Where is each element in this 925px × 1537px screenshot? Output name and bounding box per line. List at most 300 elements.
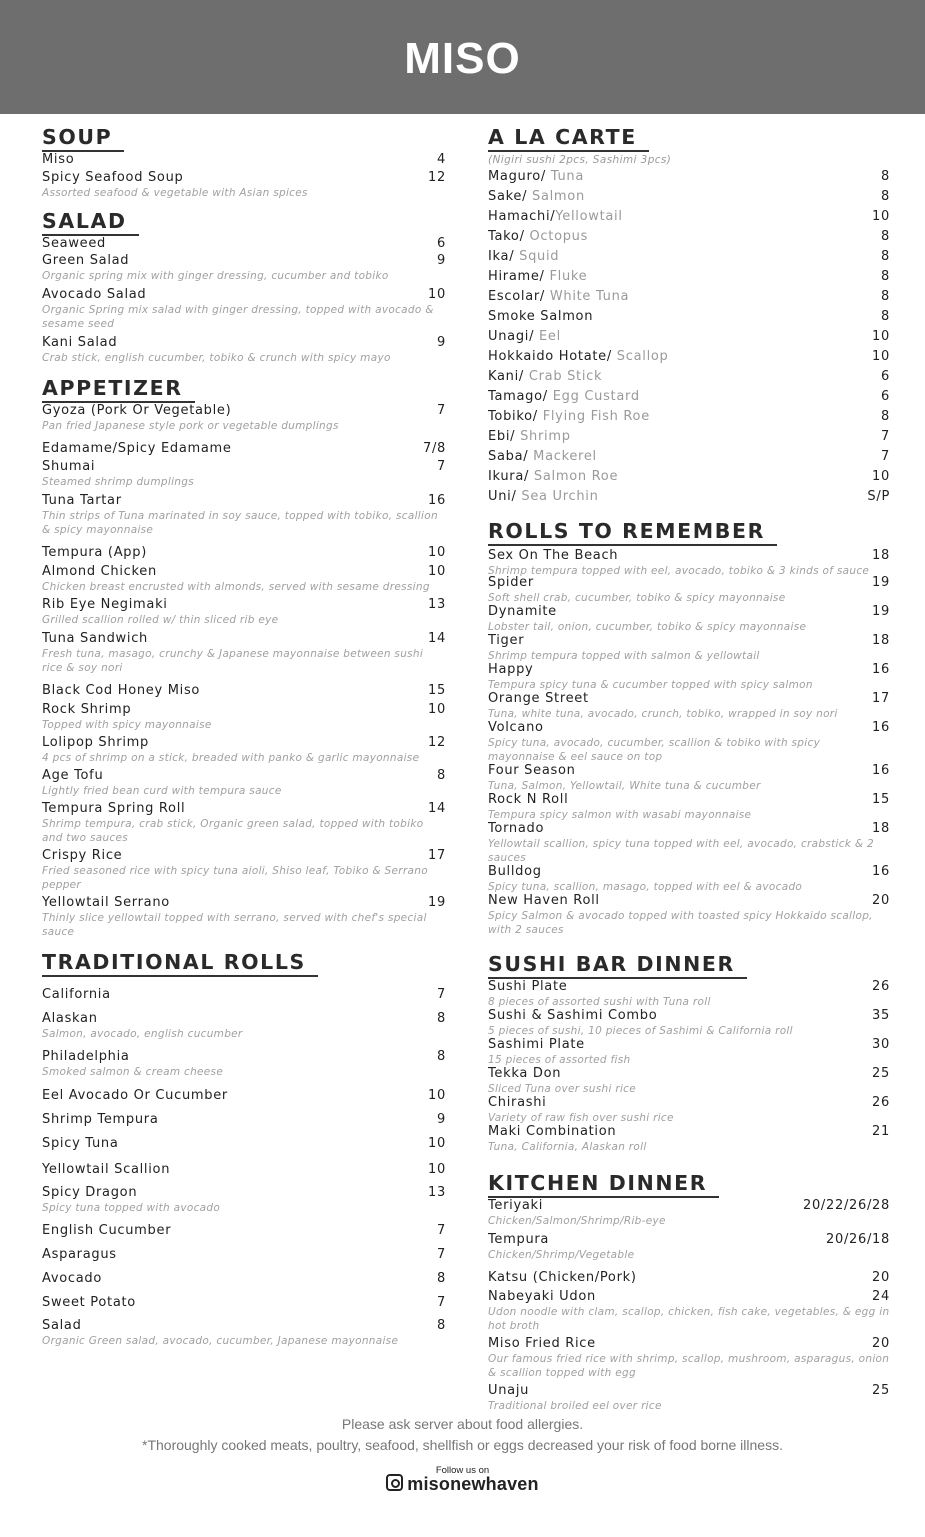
menu-item xyxy=(488,449,890,465)
menu-item-name xyxy=(42,459,95,475)
menu-item-description: Soft shell crab, cucumber, tobiko & spicy mayonnaise xyxy=(488,592,786,604)
menu-item-price: 19 xyxy=(872,604,890,619)
section-rolls-to-remember xyxy=(488,518,890,937)
menu-item-description: Pan fried Japanese style pork or vegetable dumplings xyxy=(42,420,339,432)
menu-item-price: 8 xyxy=(881,289,890,304)
menu-item-description: Thin strips of Tuna marinated in soy sauce, topped with tobiko, scallion & spicy mayonnaise xyxy=(42,510,438,536)
menu-item-description: Crab stick, english cucumber, tobiko & crunch with spicy mayo xyxy=(42,352,391,364)
menu-item-translation: Crab Stick xyxy=(524,369,603,384)
menu-item-description: Grilled scallion rolled w/ thin sliced rib eye xyxy=(42,614,279,626)
menu-item-price: 10 xyxy=(428,564,446,579)
menu-item-label: Unaju xyxy=(488,1383,530,1398)
menu-item xyxy=(42,987,446,1003)
menu-item-name xyxy=(42,170,183,186)
menu-item xyxy=(42,1271,446,1287)
menu-item-description: Thinly slice yellowtail topped with serrano, served with chef's special sauce xyxy=(42,912,427,938)
section-heading: TRADITIONAL ROLLS xyxy=(42,949,318,977)
menu-item xyxy=(488,269,890,285)
menu-item-name xyxy=(488,1336,596,1352)
menu-item-price: 8 xyxy=(881,169,890,184)
menu-item xyxy=(488,349,890,365)
menu-item-name xyxy=(488,469,618,485)
menu-item-description: Organic Spring mix salad with ginger dressing, topped with avocado & sesame seed xyxy=(42,304,434,330)
menu-item-price: 8 xyxy=(437,1011,446,1026)
menu-item-description: Yellowtail scallion, spicy tuna topped with eel, avocado, crabstick & 2 sauces xyxy=(488,838,874,864)
menu-item-price: 20/26/18 xyxy=(826,1232,890,1247)
menu-item-name xyxy=(488,1095,546,1111)
menu-item-label: Age Tofu xyxy=(42,768,104,783)
menu-item-price: 6 xyxy=(881,389,890,404)
menu-item-price: 16 xyxy=(872,864,890,879)
menu-item-label: Lolipop Shrimp xyxy=(42,735,149,750)
menu-item xyxy=(488,1383,890,1413)
menu-item xyxy=(42,1185,446,1215)
menu-item-translation: Squid xyxy=(514,249,560,264)
menu-item xyxy=(42,1223,446,1239)
menu-item-label: Nabeyaki Udon xyxy=(488,1289,596,1304)
menu-item-label: Tempura Spring Roll xyxy=(42,801,186,816)
menu-item-name xyxy=(488,169,584,185)
menu-item xyxy=(488,864,890,894)
menu-item xyxy=(42,1247,446,1263)
menu-item-name xyxy=(488,1066,561,1082)
menu-item-label: Spicy Dragon xyxy=(42,1185,138,1200)
menu-item-price: 10 xyxy=(872,209,890,224)
section-a-la-carte xyxy=(488,124,890,505)
menu-item-name xyxy=(42,1318,82,1334)
menu-item-name xyxy=(488,229,588,245)
menu-item-label: Four Season xyxy=(488,763,576,778)
menu-item-label: Asparagus xyxy=(42,1247,117,1262)
menu-item-description: Shrimp tempura topped with eel, avocado, tobiko & 3 kinds of sauce xyxy=(488,565,870,577)
menu-item-price: 20 xyxy=(872,893,890,908)
menu-item-description: Spicy Salmon & avocado topped with toasted spicy Hokkaido scallop, with 2 sauces xyxy=(488,910,873,936)
menu-item-label: Katsu (Chicken/Pork) xyxy=(488,1270,637,1285)
menu-item xyxy=(42,459,446,489)
menu-item-price: 20/22/26/28 xyxy=(802,1198,890,1213)
menu-item-name xyxy=(42,1223,171,1239)
menu-item-price: 7 xyxy=(881,429,890,444)
menu-item xyxy=(42,152,446,168)
menu-item-name xyxy=(488,1383,529,1399)
menu-item-name xyxy=(488,1124,616,1140)
section-heading: SUSHI BAR DINNER xyxy=(488,951,747,979)
menu-item-name xyxy=(488,269,587,285)
menu-item-name xyxy=(488,1232,549,1248)
follow-us-label: Follow us on xyxy=(435,1465,490,1476)
menu-item xyxy=(42,253,446,283)
menu-item-price: 21 xyxy=(872,1124,890,1139)
menu-item-label: Bulldog xyxy=(488,864,542,879)
section-heading: KITCHEN DINNER xyxy=(488,1170,719,1198)
menu-item-translation: Tuna xyxy=(545,169,585,184)
menu-item xyxy=(42,702,446,732)
menu-item xyxy=(42,1136,446,1152)
menu-item-price: 12 xyxy=(428,170,446,185)
menu-item-label: Happy xyxy=(488,662,534,677)
menu-item-translation: Salmon xyxy=(527,189,585,204)
menu-item-description: Organic Green salad, avocado, cucumber, Japanese mayonnaise xyxy=(42,1335,399,1347)
menu-item-price: 10 xyxy=(872,349,890,364)
menu-item-description: Tuna, Salmon, Yellowtail, White tuna & cucumber xyxy=(488,780,761,792)
menu-item-name xyxy=(42,631,148,647)
menu-item-description: Steamed shrimp dumplings xyxy=(42,476,194,488)
menu-item-name xyxy=(488,1198,543,1214)
menu-item-label: Sushi Plate xyxy=(488,979,568,994)
menu-item-label: Rock N Roll xyxy=(488,792,569,807)
menu-item xyxy=(42,1318,446,1348)
menu-item-name xyxy=(42,1088,228,1104)
menu-item xyxy=(488,792,890,822)
menu-item-label: Teriyaki xyxy=(488,1198,544,1213)
menu-item-label: Unagi/ xyxy=(488,329,535,344)
menu-item-price: 17 xyxy=(428,848,446,863)
menu-item-translation: Salmon Roe xyxy=(529,469,619,484)
menu-item xyxy=(42,801,446,845)
menu-item-name xyxy=(488,449,597,465)
menu-item-price: 14 xyxy=(428,631,446,646)
menu-item-price: 9 xyxy=(437,253,446,268)
menu-item-price: 15 xyxy=(872,792,890,807)
menu-item xyxy=(42,1295,446,1311)
menu-item-label: New Haven Roll xyxy=(488,893,600,908)
menu-item-description: Tuna, California, Alaskan roll xyxy=(488,1141,647,1153)
menu-item xyxy=(42,441,446,457)
section-heading: ROLLS TO REMEMBER xyxy=(488,518,777,546)
menu-item-name xyxy=(42,987,111,1003)
menu-item-name xyxy=(488,763,576,779)
menu-item-label: Sake/ xyxy=(488,189,528,204)
menu-item-price: 12 xyxy=(428,735,446,750)
menu-item-name xyxy=(488,893,600,909)
menu-item-label: Kani/ xyxy=(488,369,524,384)
menu-item-price: 10 xyxy=(428,1136,446,1151)
menu-item-price: 8 xyxy=(881,229,890,244)
menu-item xyxy=(488,1289,890,1333)
menu-item xyxy=(42,287,446,331)
menu-item-translation: Flying Fish Roe xyxy=(537,409,650,424)
menu-item-name xyxy=(42,597,168,613)
menu-item-price: 24 xyxy=(872,1289,890,1304)
menu-item-translation: Octopus xyxy=(524,229,589,244)
menu-item-price: 16 xyxy=(872,662,890,677)
menu-item xyxy=(488,575,890,605)
menu-item-name xyxy=(42,683,200,699)
menu-item xyxy=(488,1037,890,1067)
menu-item-name xyxy=(488,489,599,505)
menu-item-label: Seaweed xyxy=(42,236,106,251)
menu-item-price: 18 xyxy=(872,548,890,563)
menu-item-label: Uni/ xyxy=(488,489,517,504)
menu-item-price: 30 xyxy=(872,1037,890,1052)
menu-item xyxy=(488,1232,890,1262)
menu-item-label: Saba/ xyxy=(488,449,529,464)
menu-item-name xyxy=(488,720,544,736)
menu-item-label: Hamachi/ xyxy=(488,209,556,224)
menu-item-label: Tobiko/ xyxy=(488,409,538,424)
menu-item-description: Salmon, avocado, english cucumber xyxy=(42,1028,243,1040)
menu-item-description: Chicken breast encrusted with almonds, served with sesame dressing xyxy=(42,581,430,593)
menu-item-name xyxy=(42,545,147,561)
menu-item-price: 10 xyxy=(872,329,890,344)
menu-item xyxy=(488,429,890,445)
menu-item-name xyxy=(488,389,640,405)
menu-item xyxy=(488,389,890,405)
menu-item-label: English Cucumber xyxy=(42,1223,172,1238)
menu-item xyxy=(488,169,890,185)
menu-item-name xyxy=(488,548,618,564)
menu-item-label: Ika/ xyxy=(488,249,515,264)
menu-item-name xyxy=(488,864,542,880)
menu-item-description: Topped with spicy mayonnaise xyxy=(42,719,212,731)
instagram-handle[interactable] xyxy=(0,1474,925,1495)
menu-item-price: 13 xyxy=(428,1185,446,1200)
menu-item xyxy=(488,369,890,385)
menu-item-name xyxy=(42,287,146,303)
menu-item-name xyxy=(488,289,629,305)
menu-item-label: Tako/ xyxy=(488,229,525,244)
section-heading: A LA CARTE xyxy=(488,124,649,152)
menu-item-label: Escolar/ xyxy=(488,289,545,304)
menu-item-name xyxy=(42,493,122,509)
menu-item-label: Chirashi xyxy=(488,1095,547,1110)
menu-item xyxy=(488,249,890,265)
menu-item-label: Ikura/ xyxy=(488,469,530,484)
menu-item-name xyxy=(488,429,571,445)
menu-item-price: 10 xyxy=(428,702,446,717)
menu-item-price: 7 xyxy=(437,403,446,418)
menu-item-description: Sliced Tuna over sushi rice xyxy=(488,1083,636,1095)
menu-item-name xyxy=(488,409,650,425)
menu-item-name xyxy=(488,209,623,225)
menu-item-name xyxy=(42,152,74,168)
menu-item-price: 7 xyxy=(437,1247,446,1262)
menu-item xyxy=(42,631,446,675)
menu-item-name xyxy=(42,848,122,864)
menu-item-label: Volcano xyxy=(488,720,544,735)
menu-item-name xyxy=(488,189,585,205)
menu-item-description: Tempura spicy tuna & cucumber topped with spicy salmon xyxy=(488,679,813,691)
menu-item-price: 7 xyxy=(437,1223,446,1238)
menu-item-price: 8 xyxy=(881,249,890,264)
menu-item-description: Smoked salmon & cream cheese xyxy=(42,1066,224,1078)
menu-item-name xyxy=(42,403,231,419)
menu-item-name xyxy=(488,1037,585,1053)
menu-item-label: Rock Shrimp xyxy=(42,702,132,717)
menu-item-label: Alaskan xyxy=(42,1011,98,1026)
menu-item-name xyxy=(42,564,157,580)
menu-item-price: 7 xyxy=(437,1295,446,1310)
menu-item-price: 7 xyxy=(437,987,446,1002)
menu-item-description: 15 pieces of assorted fish xyxy=(488,1054,631,1066)
menu-item-price: 8 xyxy=(437,768,446,783)
menu-item-name xyxy=(488,329,561,345)
menu-item-description: 4 pcs of shrimp on a stick, breaded with panko & garlic mayonnaise xyxy=(42,752,420,764)
menu-item-description: Shrimp tempura topped with salmon & yellowtail xyxy=(488,650,760,662)
section-heading: APPETIZER xyxy=(42,375,195,403)
menu-item xyxy=(42,403,446,433)
restaurant-title: MISO xyxy=(404,34,521,83)
menu-item-label: Tuna Sandwich xyxy=(42,631,148,646)
menu-item-translation: Mackerel xyxy=(528,449,597,464)
menu-item-name xyxy=(42,1136,119,1152)
menu-item xyxy=(488,189,890,205)
menu-item-price: 20 xyxy=(872,1270,890,1285)
menu-item-price: 6 xyxy=(437,236,446,251)
menu-item xyxy=(488,289,890,305)
menu-item-price: 10 xyxy=(428,1088,446,1103)
menu-item xyxy=(42,1162,446,1178)
menu-item-name xyxy=(488,249,559,265)
menu-item xyxy=(42,1011,446,1041)
menu-item-label: Miso Fried Rice xyxy=(488,1336,596,1351)
menu-item-price: 13 xyxy=(428,597,446,612)
menu-item-name xyxy=(42,441,232,457)
menu-item xyxy=(488,821,890,865)
menu-item-price: 20 xyxy=(872,1336,890,1351)
menu-item-label: Spider xyxy=(488,575,534,590)
menu-item-label: Miso xyxy=(42,152,75,167)
menu-item-name xyxy=(42,801,185,817)
header-banner xyxy=(0,0,925,114)
menu-item-name xyxy=(488,633,524,649)
menu-item-label: Sex On The Beach xyxy=(488,548,619,563)
section-appetizer xyxy=(42,375,446,939)
menu-item-label: Tornado xyxy=(488,821,545,836)
menu-item-name xyxy=(42,735,149,751)
left-column xyxy=(42,124,446,1348)
menu-item-name xyxy=(42,1112,159,1128)
menu-item-name xyxy=(42,1247,117,1263)
section-kitchen-dinner xyxy=(488,1170,890,1413)
menu-item-label: Tiger xyxy=(488,633,525,648)
menu-item-name xyxy=(42,335,117,351)
menu-item-description: Organic spring mix with ginger dressing, cucumber and tobiko xyxy=(42,270,389,282)
menu-item-name xyxy=(488,309,593,325)
section-salad xyxy=(42,208,446,365)
menu-item-price: 25 xyxy=(872,1383,890,1398)
menu-item-description: Spicy tuna, scallion, masago, topped with eel & avocado xyxy=(488,881,803,893)
menu-item-price: 14 xyxy=(428,801,446,816)
menu-item-translation: Shrimp xyxy=(515,429,571,444)
menu-item-name xyxy=(42,253,129,269)
menu-item-label: Avocado Salad xyxy=(42,287,147,302)
menu-item-description: Shrimp tempura, crab stick, Organic green salad, topped with tobiko and two sauces xyxy=(42,818,424,844)
menu-item xyxy=(488,1124,890,1154)
menu-item-name xyxy=(488,691,589,707)
menu-item-label: Dynamite xyxy=(488,604,557,619)
menu-item-label: Ebi/ xyxy=(488,429,516,444)
menu-item-price: 6 xyxy=(881,369,890,384)
menu-item-description: Traditional broiled eel over rice xyxy=(488,1400,662,1412)
menu-item-description: 5 pieces of sushi, 10 pieces of Sashimi & California roll xyxy=(488,1025,793,1037)
menu-item-price: 25 xyxy=(872,1066,890,1081)
menu-item-price: 4 xyxy=(437,152,446,167)
menu-item-description: Variety of raw fish over sushi rice xyxy=(488,1112,674,1124)
menu-item xyxy=(42,236,446,252)
menu-item-price: 8 xyxy=(881,269,890,284)
menu-item-price: 10 xyxy=(428,1162,446,1177)
menu-item xyxy=(488,548,890,578)
menu-item-label: Tamago/ xyxy=(488,389,548,404)
menu-item-name xyxy=(488,792,568,808)
menu-item xyxy=(488,979,890,1009)
instagram-icon xyxy=(386,1474,403,1491)
menu-item-price: 10 xyxy=(428,287,446,302)
food-safety-warning: *Thoroughly cooked meats, poultry, seafood, shellfish or eggs decreased your risk of food borne illness. xyxy=(142,1437,783,1453)
menu-item xyxy=(488,229,890,245)
menu-item-description: Fried seasoned rice with spicy tuna aioli, Shiso leaf, Tobiko & Serrano pepper xyxy=(42,865,428,891)
menu-item xyxy=(488,409,890,425)
menu-item-price: 7 xyxy=(437,459,446,474)
menu-item-name xyxy=(488,604,557,620)
menu-item xyxy=(488,1336,890,1380)
menu-item xyxy=(42,1049,446,1079)
menu-item xyxy=(42,768,446,798)
menu-item-description: Fresh tuna, masago, crunchy & Japanese mayonnaise between sushi rice & soy nori xyxy=(42,648,424,674)
menu-item xyxy=(488,209,890,225)
right-column xyxy=(488,124,890,1413)
section-traditional-rolls xyxy=(42,949,446,1348)
menu-item-name xyxy=(42,1185,137,1201)
menu-item xyxy=(42,735,446,765)
menu-item-price: 18 xyxy=(872,633,890,648)
menu-item-label: Yellowtail Serrano xyxy=(42,895,170,910)
menu-item xyxy=(488,633,890,663)
menu-item-label: Almond Chicken xyxy=(42,564,157,579)
menu-item-label: Rib Eye Negimaki xyxy=(42,597,168,612)
menu-item xyxy=(488,1095,890,1125)
menu-item-description: Lobster tail, onion, cucumber, tobiko & spicy mayonnaise xyxy=(488,621,807,633)
menu-item-description: Udon noodle with clam, scallop, chicken, fish cake, vegetables, & egg in hot broth xyxy=(488,1306,890,1332)
menu-item xyxy=(488,763,890,793)
menu-item-label: Hirame/ xyxy=(488,269,545,284)
menu-item xyxy=(42,564,446,594)
menu-item xyxy=(488,489,890,505)
menu-item-price: 16 xyxy=(872,720,890,735)
menu-item-price: S/P xyxy=(867,489,890,504)
menu-item-name xyxy=(42,702,131,718)
menu-item-translation: Sea Urchin xyxy=(516,489,599,504)
menu-item-label: Maguro/ xyxy=(488,169,546,184)
menu-item xyxy=(42,170,446,200)
menu-item xyxy=(42,1088,446,1104)
menu-item-description: Spicy tuna, avocado, cucumber, scallion & tobiko with spicy mayonnaise & eel sauce on top xyxy=(488,737,821,763)
menu-item-description: 8 pieces of assorted sushi with Tuna roll xyxy=(488,996,711,1008)
menu-item-translation: Fluke xyxy=(544,269,588,284)
section-heading: SOUP xyxy=(42,124,124,152)
menu-item-label: Sweet Potato xyxy=(42,1295,136,1310)
menu-item xyxy=(42,683,446,699)
menu-item xyxy=(488,604,890,634)
menu-item-price: 8 xyxy=(881,409,890,424)
menu-item xyxy=(42,848,446,892)
menu-item-name xyxy=(42,236,106,252)
menu-item-label: Edamame/Spicy Edamame xyxy=(42,441,232,456)
menu-item-label: Shrimp Tempura xyxy=(42,1112,159,1127)
menu-item-description: Spicy tuna topped with avocado xyxy=(42,1202,221,1214)
instagram-handle-text: misonewhaven xyxy=(407,1474,539,1494)
menu-item-label: Spicy Seafood Soup xyxy=(42,170,184,185)
menu-item-name xyxy=(488,821,544,837)
menu-item xyxy=(42,493,446,537)
menu-item-price: 10 xyxy=(428,545,446,560)
menu-item-price: 26 xyxy=(872,979,890,994)
menu-item-price: 8 xyxy=(437,1271,446,1286)
menu-item-price: 16 xyxy=(872,763,890,778)
menu-item-translation: White Tuna xyxy=(545,289,630,304)
menu-item-label: Green Salad xyxy=(42,253,130,268)
